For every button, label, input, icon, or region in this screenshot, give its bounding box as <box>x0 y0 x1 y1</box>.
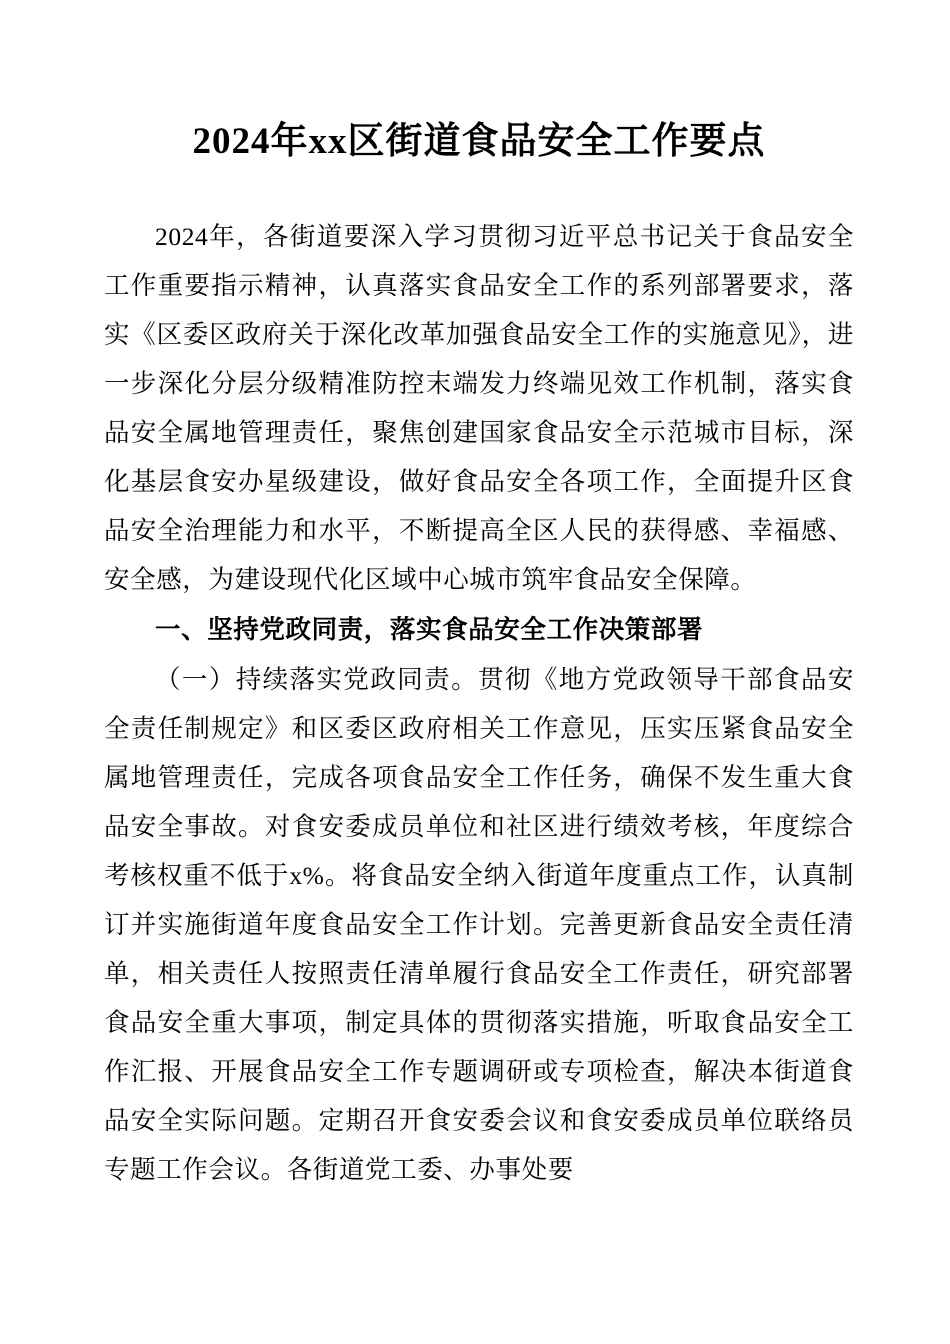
section-heading-1: 一、坚持党政同责，落实食品安全工作决策部署 <box>155 616 704 645</box>
document-body <box>104 212 854 1194</box>
intro-paragraph: 2024年，各街道要深入学习贯彻习近平总书记关于食品安全工作重要指示精神，认真落实食品安全工作的系列部署要求，落实《区委区政府关于深化改革加强食品安全工作的实施意见》，进一步深化分层分级精准防控末端发力终端见效工作机制，落实食品安全属地管理责任，聚焦创建国家食品安全示范城市目标，深化基层食安办星级建设，做好食品安全各项工作，全面提升区食品安全治理能力和水平，不断提高全区人民的获得感、幸福感、安全感，为建设现代化区域中心城市筑牢食品安全保障。 <box>104 222 854 595</box>
page-title: 2024年xx区街道食品安全工作要点 <box>192 121 766 162</box>
subsection-paragraph-1-1: （一）持续落实党政同责。贯彻《地方党政领导干部食品安全责任制规定》和区委区政府相关工作意见，压实压紧食品安全属地管理责任，完成各项食品安全工作任务，确保不发生重大食品安全事故。对食安委成员单位和社区进行绩效考核，年度综合考核权重不低于x%。将食品安全纳入街道年度重点工作，认真制订并实施街道年度食品安全工作计划。完善更新食品安全责任清单，相关责任人按照责任清单履行食品安全工作责任，研究部署食品安全重大事项，制定具体的贯彻落实措施，听取食品安全工作汇报、开展食品安全工作专题调研或专项检查，解决本街道食品安全实际问题。定期召开食安委会议和食安委成员单位联络员专题工作会议。各街道党工委、办事处要 <box>104 665 854 1185</box>
